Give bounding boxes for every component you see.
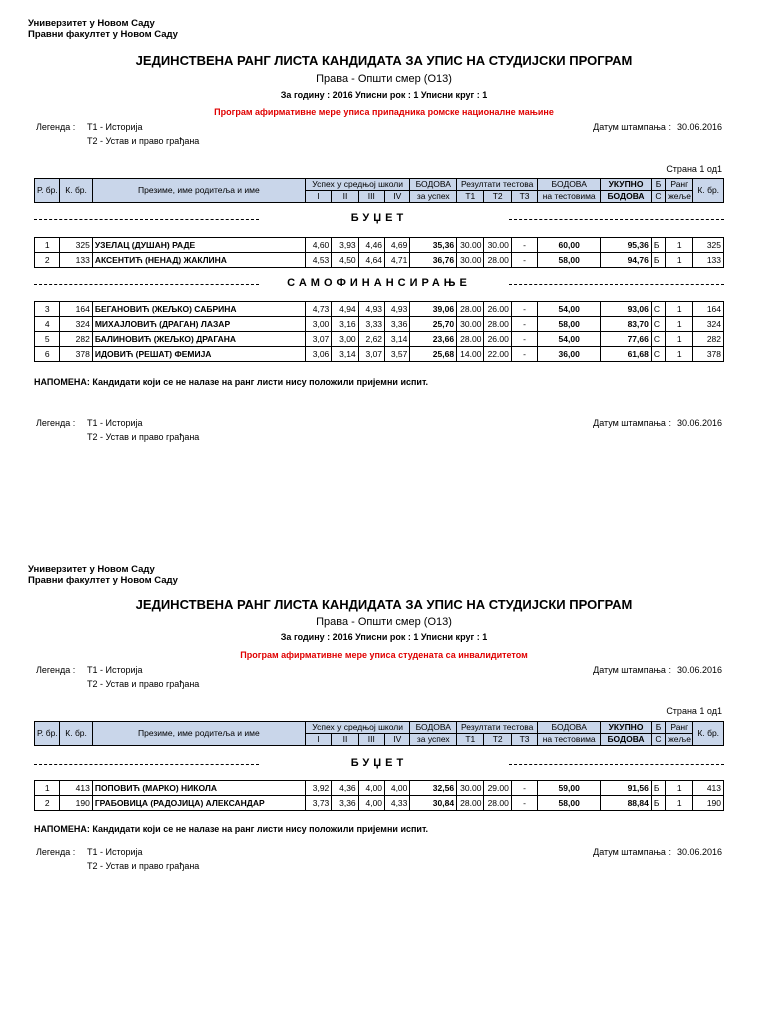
header-test-points: БОДОВА (538, 722, 601, 734)
program-title: Програм афирмативне мере уписа студената са инвалидитетом (240, 650, 528, 660)
header-grade-iii: III (358, 191, 384, 203)
legend-label: Легенда : (36, 122, 76, 132)
legend-t2: Т2 - Устав и право грађана (87, 861, 200, 871)
cell-t3: - (511, 302, 537, 317)
header-rank: Ранг (666, 722, 693, 734)
header-grade-iv: IV (385, 734, 410, 746)
category-divider (34, 277, 724, 291)
header-rank: Ранг (666, 179, 693, 191)
cell-t2: 26.00 (484, 302, 511, 317)
cell-bs: С (651, 302, 665, 317)
data-table (34, 780, 724, 811)
header-grade-iii: III (358, 734, 384, 746)
cell-t1: 30.00 (457, 238, 484, 253)
header-test-points-sub: на тестовима (538, 734, 601, 746)
cell-name: АКСЕНТИЋ (НЕНАД) ЖАКЛИНА (92, 253, 305, 268)
cell-rb: 2 (35, 796, 60, 811)
cell-points: 30,84 (410, 796, 457, 811)
cell-kb: 324 (60, 317, 92, 332)
cell-kb: 325 (60, 238, 92, 253)
cell-grade-i: 4,53 (305, 253, 331, 268)
cell-grade-iv: 4,71 (385, 253, 410, 268)
header-grade-iv: IV (385, 191, 410, 203)
cell-points: 23,66 (410, 332, 457, 347)
cell-points: 25,70 (410, 317, 457, 332)
year-line: За годину : 2016 Уписни рок : 1 Уписни круг : 1 (280, 90, 488, 100)
cell-total: 93,06 (601, 302, 652, 317)
cell-rb: 6 (35, 347, 60, 362)
header-points-sub: за успех (410, 191, 457, 203)
institution-header (28, 18, 178, 40)
header-name: Презиме, име родитеља и име (92, 179, 305, 203)
cell-t2: 29.00 (484, 781, 511, 796)
print-date-value: 30.06.2016 (676, 122, 722, 132)
page-number: Страна 1 од1 (666, 706, 722, 716)
cell-t2: 30.00 (484, 238, 511, 253)
cell-rank: 1 (666, 781, 693, 796)
cell-test-points: 58,00 (538, 317, 601, 332)
cell-kb: 190 (60, 796, 92, 811)
cell-test-points: 58,00 (538, 796, 601, 811)
cell-kb: 133 (60, 253, 92, 268)
cell-total: 88,84 (601, 796, 652, 811)
cell-name: ИДОВИЋ (РЕШАТ) ФЕМИЈА (92, 347, 305, 362)
cell-grade-ii: 3,16 (332, 317, 358, 332)
cell-rb: 3 (35, 302, 60, 317)
cell-total: 91,56 (601, 781, 652, 796)
legend-items (87, 416, 199, 444)
cell-rb: 4 (35, 317, 60, 332)
cell-grade-iii: 3,07 (358, 347, 384, 362)
data-table (34, 301, 724, 362)
table-row (35, 238, 724, 253)
note: НАПОМЕНА: Кандидати који се не налазе на ранг листи нису положили пријемни испит. (34, 377, 429, 387)
cell-total: 83,70 (601, 317, 652, 332)
cell-grade-i: 3,73 (305, 796, 331, 811)
cell-t3: - (511, 332, 537, 347)
data-table (34, 237, 724, 268)
cell-points: 39,06 (410, 302, 457, 317)
print-date-value: 30.06.2016 (676, 418, 722, 428)
cell-points: 32,56 (410, 781, 457, 796)
table-row (35, 781, 724, 796)
cell-t2: 28.00 (484, 253, 511, 268)
table-header (34, 178, 724, 203)
cell-t1: 30.00 (457, 317, 484, 332)
cell-grade-iv: 4,00 (385, 781, 410, 796)
cell-grade-ii: 3,36 (332, 796, 358, 811)
cell-bs: С (651, 332, 665, 347)
cell-t3: - (511, 796, 537, 811)
cell-t2: 28.00 (484, 796, 511, 811)
cell-bs: С (651, 347, 665, 362)
header-bs: Б (651, 179, 665, 191)
institution-header (28, 564, 178, 586)
header-kb: К. бр. (60, 179, 92, 203)
cell-t3: - (511, 781, 537, 796)
header-points: БОДОВА (410, 179, 457, 191)
header-points: БОДОВА (410, 722, 457, 734)
legend-t1: Т1 - Историја (87, 847, 143, 857)
header-test-points: БОДОВА (538, 179, 601, 191)
header-t2: Т2 (484, 734, 511, 746)
legend-label: Легенда : (36, 665, 76, 675)
program-title: Програм афирмативне мере уписа припадника ромске националне мањине (214, 107, 554, 117)
cell-t3: - (511, 253, 537, 268)
cell-grade-iii: 4,00 (358, 796, 384, 811)
header-grade-i: I (305, 734, 331, 746)
cell-kb2: 325 (693, 238, 724, 253)
header-kb2: К. бр. (693, 722, 724, 746)
print-date (587, 122, 722, 132)
cell-grade-iii: 4,00 (358, 781, 384, 796)
header-t3: Т3 (511, 191, 537, 203)
faculty-name: Правни факултет у Новом Саду (28, 29, 178, 40)
category-label: БУЏЕТ (350, 212, 408, 224)
cell-rank: 1 (666, 238, 693, 253)
cell-rank: 1 (666, 253, 693, 268)
cell-test-points: 59,00 (538, 781, 601, 796)
cell-kb: 413 (60, 781, 92, 796)
cell-t1: 30.00 (457, 781, 484, 796)
cell-total: 61,68 (601, 347, 652, 362)
print-date-value: 30.06.2016 (676, 665, 722, 675)
cell-t3: - (511, 347, 537, 362)
header-grade-ii: II (332, 734, 358, 746)
header-tests: Резултати тестова (457, 722, 538, 734)
cell-test-points: 36,00 (538, 347, 601, 362)
table-row (35, 253, 724, 268)
cell-grade-ii: 4,50 (332, 253, 358, 268)
cell-rank: 1 (666, 302, 693, 317)
page-subtitle: Права - Општи смер (О13) (316, 73, 452, 85)
cell-name: БЕГАНОВИЋ (ЖЕЉКО) САБРИНА (92, 302, 305, 317)
cell-test-points: 58,00 (538, 253, 601, 268)
header-rb: Р. бр. (35, 722, 60, 746)
cell-points: 36,76 (410, 253, 457, 268)
category-label: БУЏЕТ (350, 757, 408, 769)
print-date (587, 418, 722, 428)
cell-kb2: 324 (693, 317, 724, 332)
header-t3: Т3 (511, 734, 537, 746)
cell-t3: - (511, 317, 537, 332)
cell-grade-iv: 4,69 (385, 238, 410, 253)
cell-grade-iv: 3,36 (385, 317, 410, 332)
cell-name: УЗЕЛАЦ (ДУШАН) РАДЕ (92, 238, 305, 253)
cell-total: 95,36 (601, 238, 652, 253)
print-date-label: Датум штампања : (593, 122, 671, 132)
year-line: За годину : 2016 Уписни рок : 1 Уписни круг : 1 (280, 632, 488, 642)
header-name: Презиме, име родитеља и име (92, 722, 305, 746)
cell-rb: 1 (35, 781, 60, 796)
print-date-label: Датум штампања : (593, 665, 671, 675)
cell-bs: Б (651, 238, 665, 253)
page-title: ЈЕДИНСТВЕНА РАНГ ЛИСТА КАНДИДАТА ЗА УПИС НА СТУДИЈСКИ ПРОГРАМ (135, 597, 633, 612)
header-success: Успех у средњој школи (305, 722, 410, 734)
cell-grade-iv: 4,33 (385, 796, 410, 811)
legend-t1: Т1 - Историја (87, 418, 143, 428)
category-divider (34, 757, 724, 771)
cell-t3: - (511, 238, 537, 253)
print-date-label: Датум штампања : (593, 847, 671, 857)
cell-t2: 26.00 (484, 332, 511, 347)
header-rb: Р. бр. (35, 179, 60, 203)
cell-kb: 164 (60, 302, 92, 317)
page-number: Страна 1 од1 (666, 164, 722, 174)
table-row (35, 317, 724, 332)
cell-grade-i: 4,73 (305, 302, 331, 317)
cell-bs: Б (651, 253, 665, 268)
faculty-name: Правни факултет у Новом Саду (28, 575, 178, 586)
legend-t2: Т2 - Устав и право грађана (87, 136, 200, 146)
cell-kb2: 164 (693, 302, 724, 317)
cell-t1: 28.00 (457, 302, 484, 317)
category-divider (34, 212, 724, 226)
legend-items (87, 845, 199, 873)
cell-t1: 30.00 (457, 253, 484, 268)
cell-rb: 2 (35, 253, 60, 268)
legend-t2: Т2 - Устав и право грађана (87, 432, 200, 442)
legend-t2: Т2 - Устав и право грађана (87, 679, 200, 689)
page-title: ЈЕДИНСТВЕНА РАНГ ЛИСТА КАНДИДАТА ЗА УПИС НА СТУДИЈСКИ ПРОГРАМ (135, 53, 633, 68)
header-tests: Резултати тестова (457, 179, 538, 191)
cell-bs: С (651, 317, 665, 332)
header-rank-sub: жеље (666, 191, 693, 203)
header-total: УКУПНО (601, 179, 652, 191)
cell-kb2: 282 (693, 332, 724, 347)
cell-bs: Б (651, 781, 665, 796)
cell-grade-ii: 4,94 (332, 302, 358, 317)
header-grade-ii: II (332, 191, 358, 203)
header-rank-sub: жеље (666, 734, 693, 746)
cell-grade-i: 3,92 (305, 781, 331, 796)
cell-points: 35,36 (410, 238, 457, 253)
cell-rb: 5 (35, 332, 60, 347)
header-total-sub: БОДОВА (601, 191, 652, 203)
print-date (587, 665, 722, 675)
cell-test-points: 60,00 (538, 238, 601, 253)
header-bs-sub: С (651, 191, 665, 203)
cell-rank: 1 (666, 332, 693, 347)
cell-kb2: 133 (693, 253, 724, 268)
cell-name: БАЛИНОВИЋ (ЖЕЉКО) ДРАГАНА (92, 332, 305, 347)
cell-rank: 1 (666, 317, 693, 332)
cell-t1: 14.00 (457, 347, 484, 362)
cell-t2: 22.00 (484, 347, 511, 362)
cell-grade-i: 3,06 (305, 347, 331, 362)
print-date-label: Датум штампања : (593, 418, 671, 428)
cell-rank: 1 (666, 347, 693, 362)
cell-grade-iv: 3,14 (385, 332, 410, 347)
header-total: УКУПНО (601, 722, 652, 734)
header-kb: К. бр. (60, 722, 92, 746)
cell-name: ГРАБОВИЦА (РАДОЈИЦА) АЛЕКСАНДАР (92, 796, 305, 811)
legend-items (87, 663, 199, 691)
cell-test-points: 54,00 (538, 302, 601, 317)
cell-t1: 28.00 (457, 332, 484, 347)
legend-t1: Т1 - Историја (87, 665, 143, 675)
table-row (35, 302, 724, 317)
header-t2: Т2 (484, 191, 511, 203)
cell-name: МИХАЈЛОВИЋ (ДРАГАН) ЛАЗАР (92, 317, 305, 332)
category-label: САМОФИНАНСИРАЊЕ (287, 277, 471, 289)
table-row (35, 332, 724, 347)
cell-total: 77,66 (601, 332, 652, 347)
header-success: Успех у средњој школи (305, 179, 410, 191)
cell-rank: 1 (666, 796, 693, 811)
cell-grade-iii: 2,62 (358, 332, 384, 347)
legend-label: Легенда : (36, 418, 76, 428)
header-t1: Т1 (457, 191, 484, 203)
cell-kb2: 378 (693, 347, 724, 362)
header-bs-sub: С (651, 734, 665, 746)
cell-t2: 28.00 (484, 317, 511, 332)
cell-points: 25,68 (410, 347, 457, 362)
page-subtitle: Права - Општи смер (О13) (316, 616, 452, 628)
cell-rb: 1 (35, 238, 60, 253)
table-row (35, 796, 724, 811)
cell-grade-i: 4,60 (305, 238, 331, 253)
cell-name: ПОПОВИЋ (МАРКО) НИКОЛА (92, 781, 305, 796)
header-grade-i: I (305, 191, 331, 203)
print-date-value: 30.06.2016 (676, 847, 722, 857)
cell-kb2: 413 (693, 781, 724, 796)
cell-grade-iii: 4,64 (358, 253, 384, 268)
cell-test-points: 54,00 (538, 332, 601, 347)
cell-grade-i: 3,07 (305, 332, 331, 347)
cell-grade-ii: 3,00 (332, 332, 358, 347)
cell-grade-iv: 3,57 (385, 347, 410, 362)
table-row (35, 347, 724, 362)
cell-grade-iii: 3,33 (358, 317, 384, 332)
header-kb2: К. бр. (693, 179, 724, 203)
print-date (587, 847, 722, 857)
table-header (34, 721, 724, 746)
university-name: Универзитет у Новом Саду (28, 564, 155, 575)
cell-total: 94,76 (601, 253, 652, 268)
cell-grade-iii: 4,46 (358, 238, 384, 253)
legend-t1: Т1 - Историја (87, 122, 143, 132)
legend-items (87, 120, 199, 148)
header-test-points-sub: на тестовима (538, 191, 601, 203)
header-bs: Б (651, 722, 665, 734)
cell-grade-iv: 4,93 (385, 302, 410, 317)
cell-grade-ii: 3,14 (332, 347, 358, 362)
header-t1: Т1 (457, 734, 484, 746)
cell-grade-iii: 4,93 (358, 302, 384, 317)
cell-grade-i: 3,00 (305, 317, 331, 332)
header-points-sub: за успех (410, 734, 457, 746)
header-total-sub: БОДОВА (601, 734, 652, 746)
university-name: Универзитет у Новом Саду (28, 18, 155, 29)
cell-t1: 28.00 (457, 796, 484, 811)
cell-grade-ii: 3,93 (332, 238, 358, 253)
legend-label: Легенда : (36, 847, 76, 857)
cell-grade-ii: 4,36 (332, 781, 358, 796)
cell-kb: 282 (60, 332, 92, 347)
cell-bs: Б (651, 796, 665, 811)
cell-kb2: 190 (693, 796, 724, 811)
cell-kb: 378 (60, 347, 92, 362)
note: НАПОМЕНА: Кандидати који се не налазе на ранг листи нису положили пријемни испит. (34, 824, 429, 834)
